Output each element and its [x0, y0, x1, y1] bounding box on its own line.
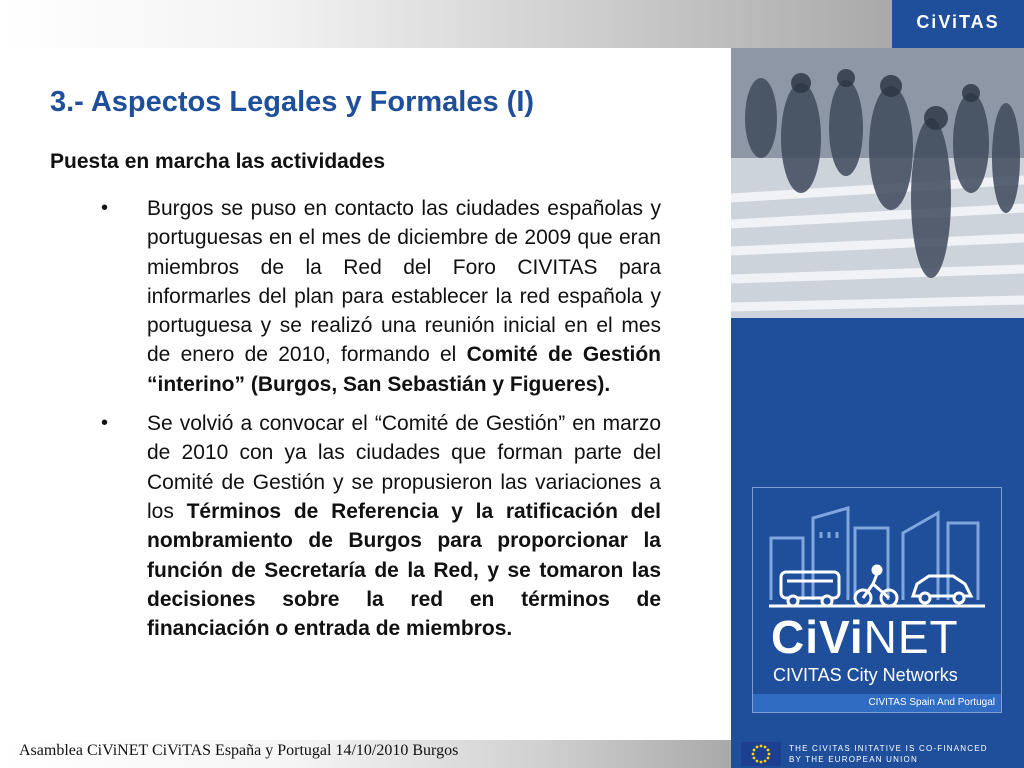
bullet-2-text: Se volvió a convocar el “Comité de Gestión” en marzo de 2010 con ya las ciudades que forman parte del Comité de Gestión y se propusieron las variaciones a los — [147, 412, 661, 523]
bullet-marker: • — [101, 412, 109, 435]
bullet-2-bold-text: Términos de Referencia y la ratificación del nombramiento de Burgos para proporcionar la función de Secretaría de la Red, y se tomaron las decisiones sobre la red en términos de financiación o entrada de miembros. — [147, 499, 661, 641]
brand-logo-text: CiViTAS — [916, 12, 1000, 32]
bicycle-icon — [855, 566, 897, 606]
civinet-wordmark — [771, 610, 959, 664]
logo-subline: CIVITAS Spain And Portugal — [868, 697, 995, 708]
header-gradient-bar — [0, 0, 892, 48]
bullet-1-bold-text: Comité de Gestión “interino” (Burgos, San Sebastián y Figueres). — [147, 343, 662, 396]
civinet-logo — [752, 487, 1002, 713]
bullet-marker: • — [101, 197, 109, 219]
eu-flag-icon — [741, 742, 781, 766]
slide-title: 3.- Aspectos Legales y Formales (I) — [50, 86, 535, 118]
logo-tagline: CIVITAS City Networks — [773, 665, 958, 685]
bus-icon — [781, 572, 839, 606]
footer-text: Asamblea CiViNET CiViTAS España y Portugal 14/10/2010 Burgos — [19, 742, 459, 759]
eu-funding-line-1: THE CIVITAS INITATIVE IS CO-FINANCED — [789, 744, 988, 753]
bullet-1-text: Burgos se puso en contacto las ciudades españolas y portuguesas en el mes de diciembre de 2009 que eran miembros de la Red del Foro CIVITAS para informarles del plan para establecer la red española y portuguesa y se realizó una reunión inicial en el mes de enero de 2010, formando el — [147, 197, 661, 367]
brand-box — [892, 0, 1024, 48]
bullet-item-1 — [95, 194, 661, 399]
bullet-list — [95, 194, 661, 653]
logo-subline-strip — [753, 694, 1001, 712]
pedestrians-crossing-photo — [731, 48, 1024, 318]
slide-subtitle: Puesta en marcha las actividades — [50, 150, 386, 173]
civinet-word-left: CiVi — [771, 611, 864, 663]
civinet-word-right: NET — [863, 611, 959, 663]
eu-funding-line-2: BY THE EUROPEAN UNION — [789, 755, 918, 764]
car-icon — [913, 576, 971, 603]
bullet-item-2 — [95, 409, 661, 643]
eu-funding-text — [789, 743, 988, 765]
eu-funding-box — [731, 740, 1024, 768]
